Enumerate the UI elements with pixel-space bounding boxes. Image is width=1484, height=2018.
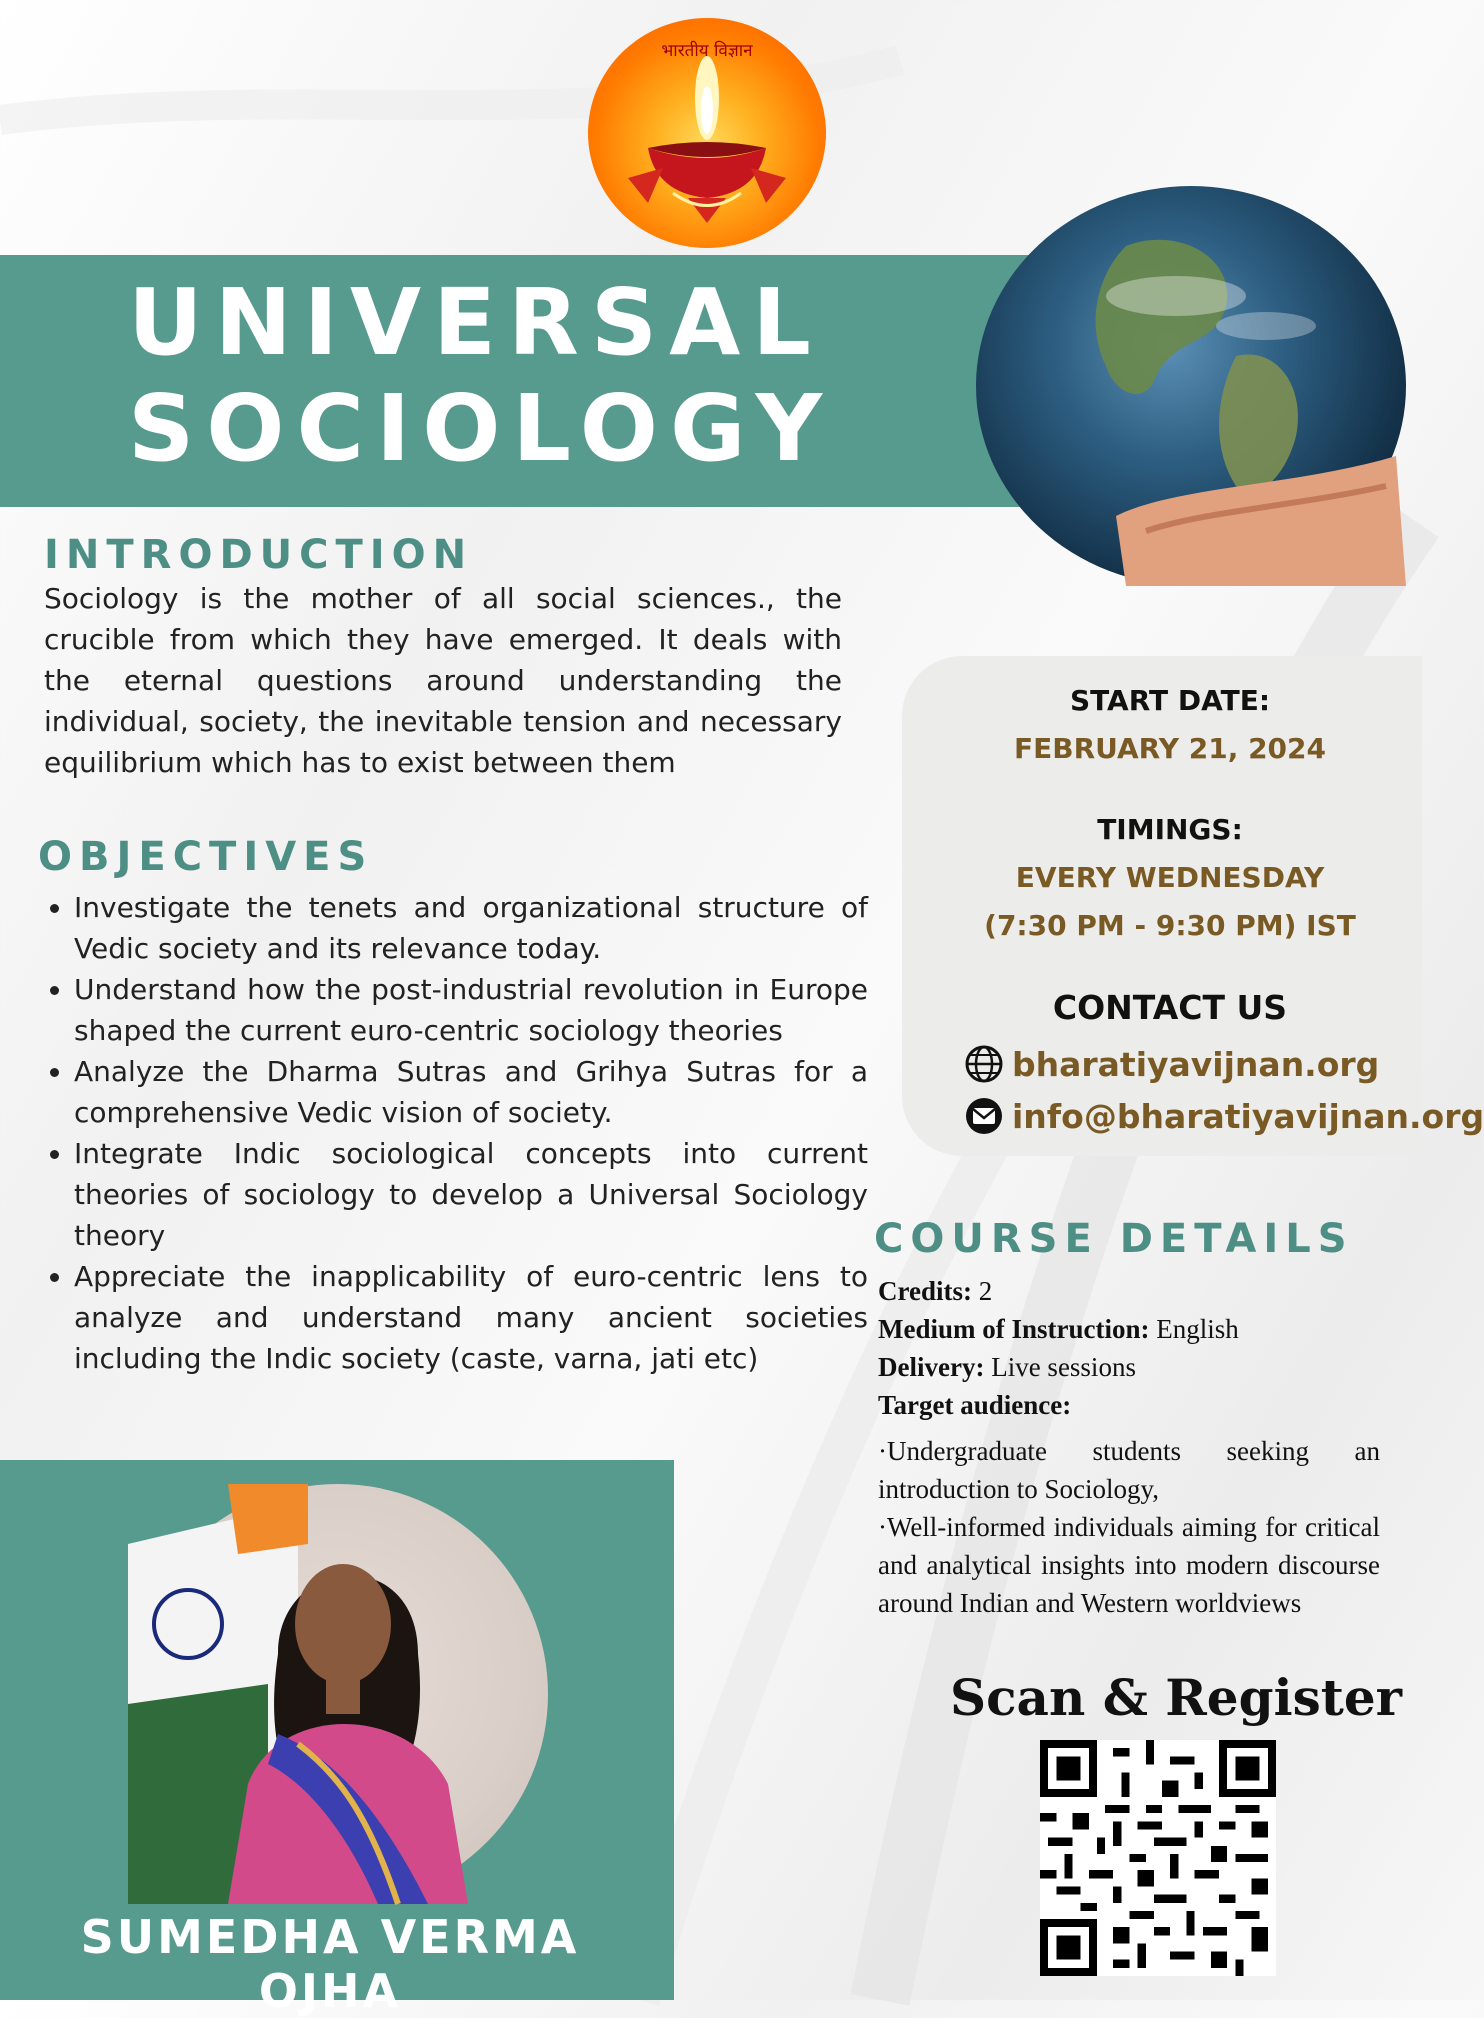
timings-day: EVERY WEDNESDAY — [1015, 861, 1325, 894]
audience-item: ·Well-informed individuals aiming for critical and analytical insights into modern discourse around Indian and Western worldviews — [878, 1512, 1380, 1618]
course-details-heading: COURSE DETAILS — [874, 1216, 1354, 1262]
timings-label: TIMINGS: — [1097, 813, 1243, 846]
website-link-row[interactable] — [964, 1044, 1379, 1084]
objective-item: • Integrate Indic sociological concepts into current theories of sociology to develop a Universal Sociology theory — [74, 1133, 868, 1256]
scan-register-label: Scan & Register — [950, 1668, 1402, 1727]
objectives-heading: OBJECTIVES — [38, 834, 374, 880]
timings-time: (7:30 PM - 9:30 PM) IST — [984, 909, 1356, 942]
page-title — [128, 270, 834, 482]
introduction-text: Sociology is the mother of all social sciences., the crucible from which they have emerged. It deals with the eternal questions around understanding the individual, society, the inevitable tension and necessary equilibrium which has to exist between them — [44, 582, 842, 779]
logo-text: भारतीय विज्ञान — [661, 41, 753, 61]
registration-qr-code[interactable] — [1040, 1740, 1276, 1976]
course-details-list — [878, 1272, 1380, 1424]
globe-in-hand-image — [976, 186, 1406, 586]
instructor-photo — [128, 1484, 548, 1904]
globe-icon — [964, 1044, 1004, 1084]
contact-us-label: CONTACT US — [1052, 988, 1288, 1027]
objective-item: • Investigate the tenets and organizational structure of Vedic society and its relevance today. — [74, 887, 868, 969]
medium-row: Medium of Instruction: English — [878, 1314, 1239, 1344]
audience-item: ·Undergraduate students seeking an introduction to Sociology, — [878, 1436, 1380, 1504]
title-line-1: UNIVERSAL — [128, 269, 823, 376]
instructor-name: SUMEDHA VERMA OJHA — [80, 1910, 580, 2018]
bharatiya-vijnan-logo — [588, 18, 826, 248]
website-link[interactable]: bharatiyavijnan.org — [1012, 1044, 1380, 1084]
objective-item: • Understand how the post-industrial revolution in Europe shaped the current euro-centric sociology theories — [74, 969, 868, 1051]
objective-item: • Analyze the Dharma Sutras and Grihya Sutras for a comprehensive Vedic vision of society. — [74, 1051, 868, 1133]
start-date-value: FEBRUARY 21, 2024 — [1013, 732, 1327, 765]
email-link[interactable]: info@bharatiyavijnan.org — [1012, 1096, 1484, 1136]
start-date-label: START DATE: — [1069, 684, 1271, 717]
introduction-heading: INTRODUCTION — [44, 532, 474, 578]
objective-item: • Appreciate the inapplicability of euro-centric lens to analyze and understand many ancient societies including the Indic society (caste, varna, jati etc) — [74, 1256, 868, 1379]
delivery-row: Delivery: Live sessions — [878, 1352, 1136, 1382]
audience-label-row: Target audience: — [878, 1390, 1072, 1420]
target-audience-list — [878, 1432, 1380, 1622]
title-line-2: SOCIOLOGY — [128, 375, 835, 482]
email-link-row[interactable] — [964, 1096, 1484, 1136]
mail-icon — [964, 1096, 1004, 1136]
credits-row: Credits: 2 — [878, 1276, 993, 1306]
objectives-list — [38, 887, 868, 1379]
